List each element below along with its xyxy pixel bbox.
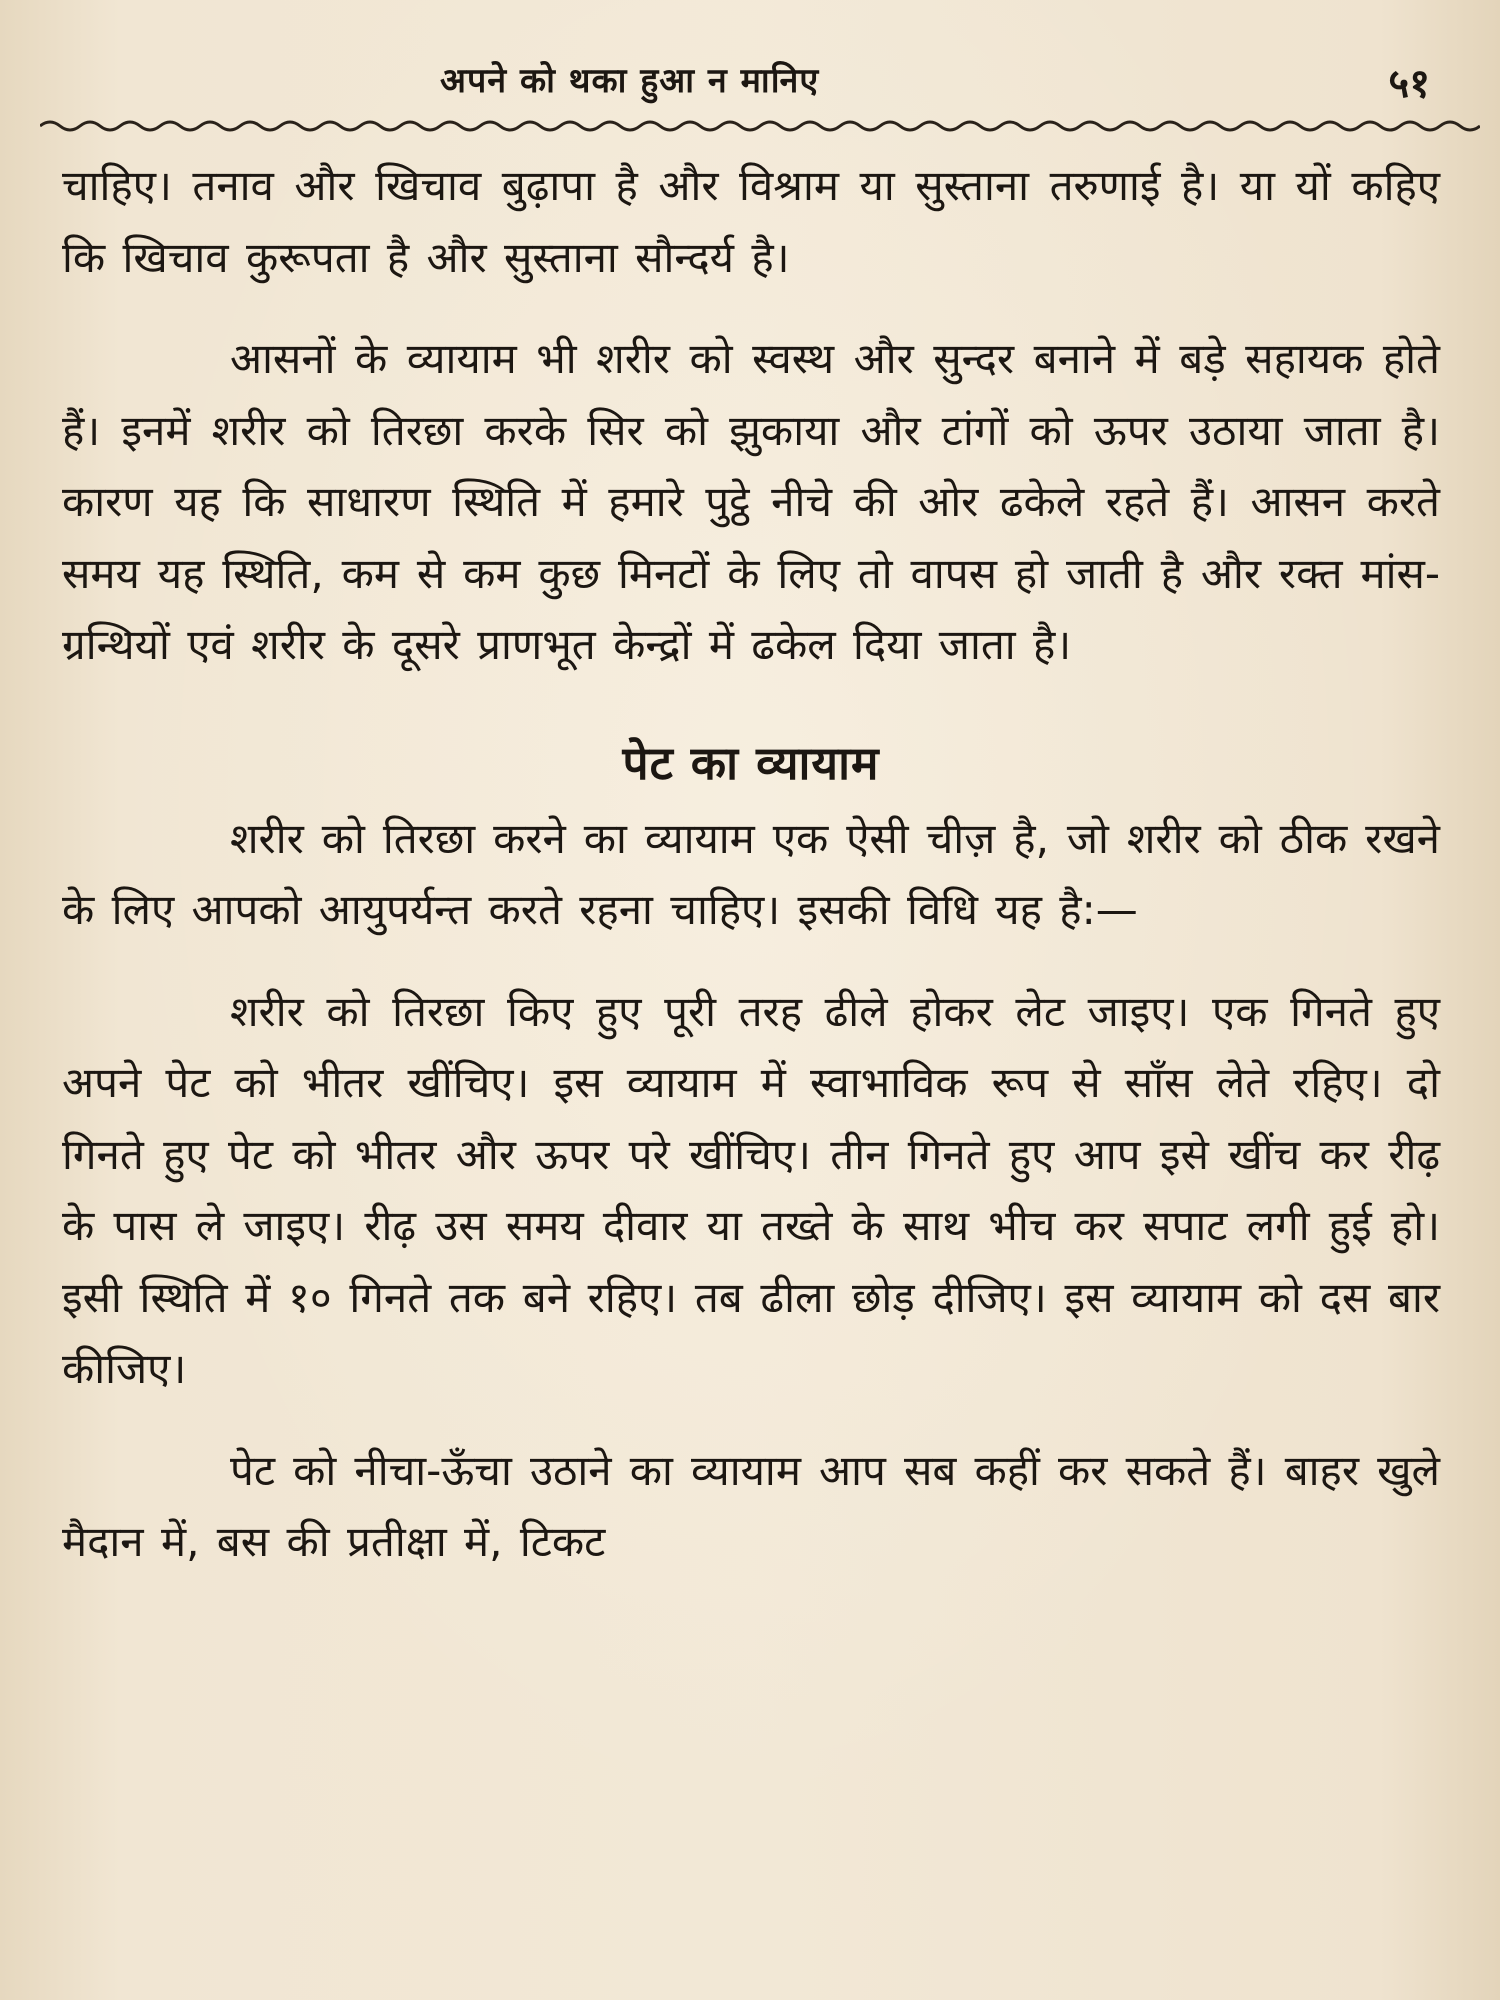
header-wavy-rule [40, 112, 1480, 142]
paragraph-method: शरीर को तिरछा किए हुए पूरी तरह ढीले होकर लेट जाइए। एक गिनते हुए अपने पेट को भीतर खींचिए। इस व्यायाम में स्वाभाविक रूप से साँस लेते रहिए। दो गिनते हुए पेट को भीतर और ऊपर परे खींचिए। तीन गिनते हुए आप इसे खींच कर रीढ़ के पास ले जाइए। रीढ़ उस समय दीवार या तख्ते के साथ भीच कर सपाट लगी हुई हो। इसी स्थिति में १० गिनते तक बने रहिए। तब ढीला छोड़ दीजिए। इस व्यायाम को दस बार कीजिए। [62, 986, 1440, 1393]
paragraph-intro: शरीर को तिरछा करने का व्यायाम एक ऐसी चीज़ है, जो शरीर को ठीक रखने के लिए आपको आयुपर्यन्त करते रहना चाहिए। इसकी विधि यह है:— [62, 813, 1440, 934]
section-heading: पेट का व्यायाम [622, 735, 880, 790]
page-number: ५१ [1388, 61, 1430, 107]
page-body [62, 150, 1440, 1578]
paragraph-continuation: चाहिए। तनाव और खिचाव बुढ़ापा है और विश्राम या सुस्ताना तरुणाई है। या यों कहिए कि खिचाव कुरूपता है और सुस्ताना सौन्दर्य है। [62, 161, 1440, 282]
running-title: अपने को थका हुआ न मानिए [440, 61, 820, 101]
page-header [0, 48, 1500, 118]
paragraph-asanas: आसनों के व्यायाम भी शरीर को स्वस्थ और सुन्दर बनाने में बड़े सहायक होते हैं। इनमें शरीर को तिरछा करके सिर को झुकाया और टांगों को ऊपर उठाया जाता है। कारण यह कि साधारण स्थिति में हमारे पुट्ठे नीचे की ओर ढकेले रहते हैं। आसन करते समय यह स्थिति, कम से कम कुछ मिनटों के लिए तो वापस हो जाती है और रक्त मांस-ग्रन्थियों एवं शरीर के दूसरे प्राणभूत केन्द्रों में ढकेल दिया जाता है। [62, 334, 1440, 669]
paragraph-anywhere: पेट को नीचा-ऊँचा उठाने का व्यायाम आप सब कहीं कर सकते हैं। बाहर खुले मैदान में, बस की प्रतीक्षा में, टिकट [62, 1445, 1440, 1566]
